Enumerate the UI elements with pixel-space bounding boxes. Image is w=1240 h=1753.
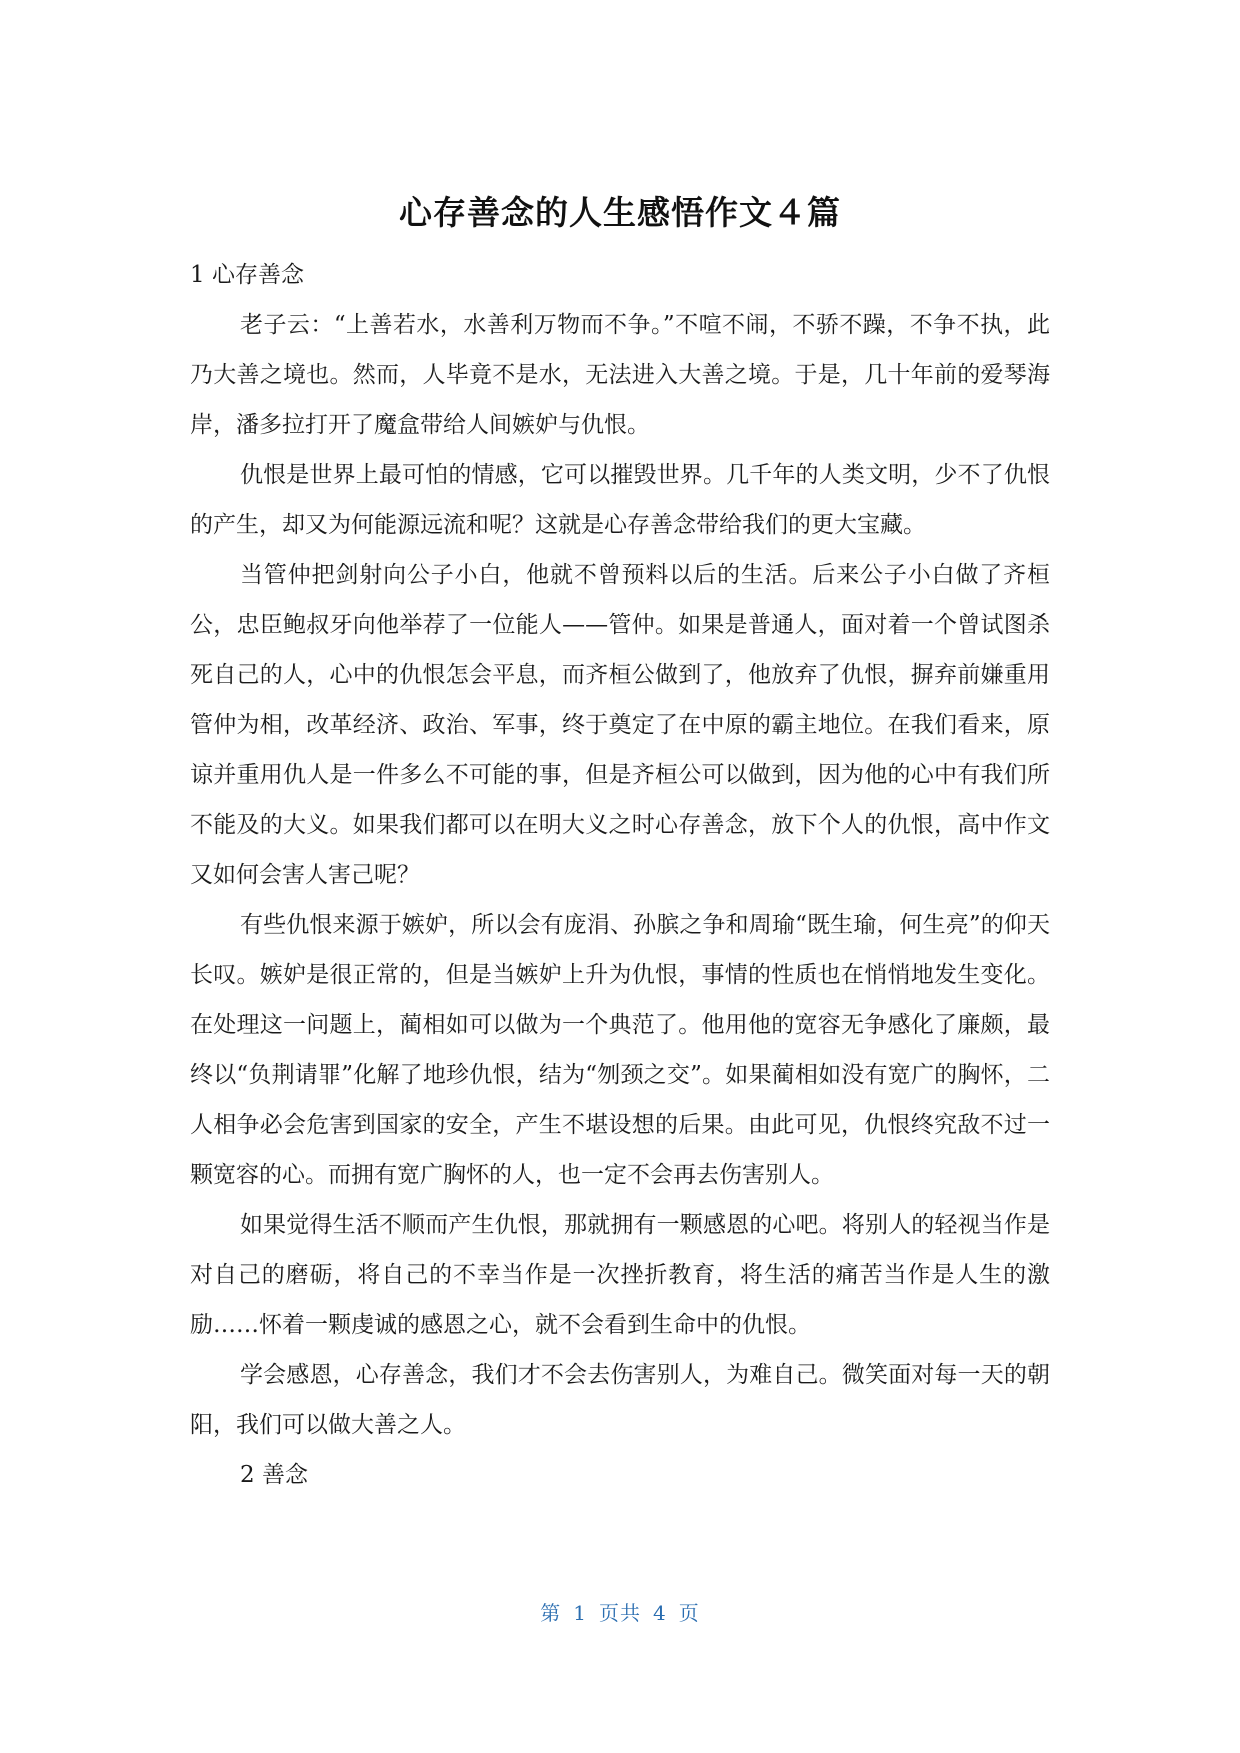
footer-prefix: 第	[540, 1601, 562, 1625]
document-body	[190, 250, 1050, 1500]
footer-current-page: 1	[573, 1601, 587, 1625]
section-heading: 1 心存善念	[190, 262, 304, 288]
paragraph: 有些仇恨来源于嫉妒，所以会有庞涓、孙膑之争和周瑜“既生瑜，何生亮”的仰天长叹。嫉妒是很正常的，但是当嫉妒上升为仇恨，事情的性质也在悄悄地发生变化。在处理这一问题上，蔺相如可以做为一个典范了。他用他的宽容无争感化了廉颇，最终以“负荆请罪”化解了地珍仇恨，结为“刎颈之交”。如果蔺相如没有宽广的胸怀，二人相争必会危害到国家的安全，产生不堪设想的后果。由此可见，仇恨终究敌不过一颗宽容的心。而拥有宽广胸怀的人，也一定不会再去伤害别人。	[190, 912, 1050, 1188]
section-heading: 2 善念	[240, 1462, 308, 1488]
document-title: 心存善念的人生感悟作文４篇	[399, 193, 841, 232]
footer-middle: 页共	[599, 1601, 641, 1625]
footer-suffix: 页	[678, 1601, 700, 1625]
page-footer	[0, 1597, 1240, 1626]
paragraph: 当管仲把剑射向公子小白，他就不曾预料以后的生活。后来公子小白做了齐桓公，忠臣鲍叔牙向他举荐了一位能人——管仲。如果是普通人，面对着一个曾试图杀死自己的人，心中的仇恨怎会平息，而齐桓公做到了，他放弃了仇恨，摒弃前嫌重用管仲为相，改革经济、政治、军事，终于奠定了在中原的霸主地位。在我们看来，原谅并重用仇人是一件多么不可能的事，但是齐桓公可以做到，因为他的心中有我们所不能及的大义。如果我们都可以在明大义之时心存善念，放下个人的仇恨，高中作文又如何会害人害己呢？	[190, 562, 1050, 888]
paragraph: 学会感恩，心存善念，我们才不会去伤害别人，为难自己。微笑面对每一天的朝阳，我们可以做大善之人。	[190, 1362, 1050, 1438]
paragraph: 仇恨是世界上最可怕的情感，它可以摧毁世界。几千年的人类文明，少不了仇恨的产生，却又为何能源远流和呢？这就是心存善念带给我们的更大宝藏。	[190, 462, 1050, 538]
footer-total-pages: 4	[653, 1601, 667, 1625]
paragraph: 如果觉得生活不顺而产生仇恨，那就拥有一颗感恩的心吧。将别人的轻视当作是对自己的磨砺，将自己的不幸当作是一次挫折教育，将生活的痛苦当作是人生的激励……怀着一颗虔诚的感恩之心，就不会看到生命中的仇恨。	[190, 1212, 1050, 1338]
paragraph: 老子云：“上善若水，水善利万物而不争。”不喧不闹，不骄不躁，不争不执，此乃大善之境也。然而，人毕竟不是水，无法进入大善之境。于是，几十年前的爱琴海岸，潘多拉打开了魔盒带给人间嫉妒与仇恨。	[190, 312, 1050, 438]
